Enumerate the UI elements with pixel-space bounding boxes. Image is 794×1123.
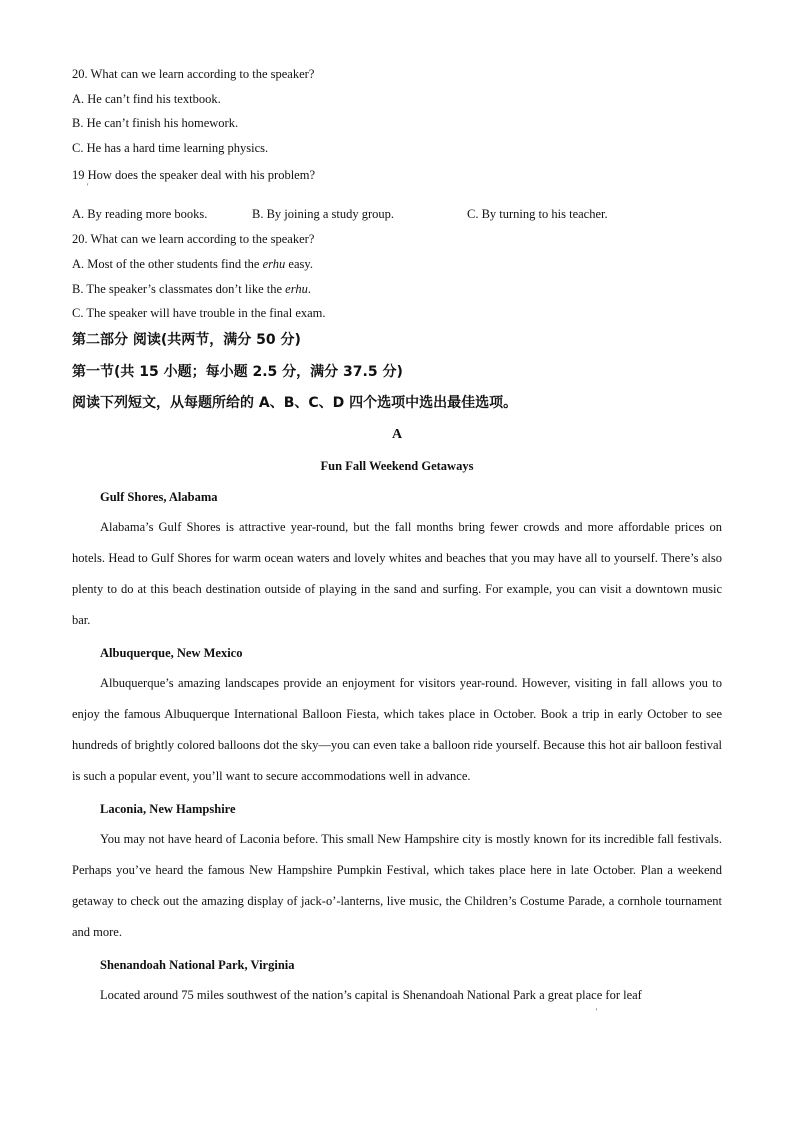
q20b-option-b-italic: erhu [285,282,308,296]
instruction: 阅读下列短文，从每题所给的 A、B、C、D 四个选项中选出最佳选项。 [72,395,518,411]
q20b-option-b [72,281,311,297]
item-body: Located around 75 miles southwest of the nation’s capital is Shenandoah National Park a great place for leaf [100,988,642,1002]
item-body: Alabama’s Gulf Shores is attractive year-round, but the fall months bring fewer crowds and more affordable prices on hotels. Head to Gulf Shores for warm ocean waters and lovely whites and beaches that you may have all to yourself. There’s also plenty to do at this beach destination outside of playing in the sand and surfing. For example, you can visit a downtown music bar. [72,520,722,627]
part-title: 第二部分 阅读(共两节，满分 50 分) [72,332,301,348]
q20b-option-c: C. The speaker will have trouble in the final exam. [72,306,326,320]
q20b-option-b-text: B. The speaker’s classmates don’t like the [72,282,286,296]
stray-mark: ' [87,182,89,191]
q19-question: 19 How does the speaker deal with his problem? [72,168,315,182]
item-heading: Albuquerque, New Mexico [100,646,243,660]
q19-option-a: A. By reading more books. [72,207,208,221]
q20b-option-a-end: easy. [285,257,313,271]
q20a-option-c: C. He has a hard time learning physics. [72,141,269,155]
sub-title: 第一节(共 15 小题；每小题 2.5 分，满分 37.5 分) [72,364,403,380]
q20b-option-a [72,256,313,272]
item-body: You may not have heard of Laconia before. This small New Hampshire city is mostly known for its incredible fall festivals. Perhaps you’ve heard the famous New Hampshire Pumpkin Festival, which takes place here in late October. Plan a weekend getaway to check out the amazing display of jack-o’-lanterns, live music, the Children’s Costume Parade, a cornhole tournament and more. [72,832,722,939]
q20b-question: 20. What can we learn according to the speaker? [72,232,315,246]
item-heading: Laconia, New Hampshire [100,802,236,816]
q20b-option-a-text: A. Most of the other students find the [72,257,263,271]
q20a-option-a: A. He can’t find his textbook. [72,92,221,106]
stray-mark: ' [596,1007,598,1016]
item-heading: Shenandoah National Park, Virginia [100,958,295,972]
q19-option-c: C. By turning to his teacher. [467,207,608,221]
q19-option-b: B. By joining a study group. [252,207,395,221]
item-body: Albuquerque’s amazing landscapes provide an enjoyment for visitors year-round. However, visiting in fall allows you to enjoy the famous Albuquerque International Balloon Fiesta, which takes place in October. Book a trip in early October to see hundreds of brightly colored balloons dot the sky—you can even take a balloon ride yourself. Because this hot air balloon festival is such a popular event, you’ll want to secure accommodations well in advance. [72,676,722,783]
passage-letter: A [391,427,403,442]
q20a-option-b: B. He can’t finish his homework. [72,116,239,130]
passage-title: Fun Fall Weekend Getaways [320,459,474,473]
q20a-question: 20. What can we learn according to the speaker? [72,67,315,81]
q20b-option-b-end: . [307,282,311,296]
q20b-option-a-italic: erhu [262,257,286,271]
item-heading: Gulf Shores, Alabama [100,490,218,504]
